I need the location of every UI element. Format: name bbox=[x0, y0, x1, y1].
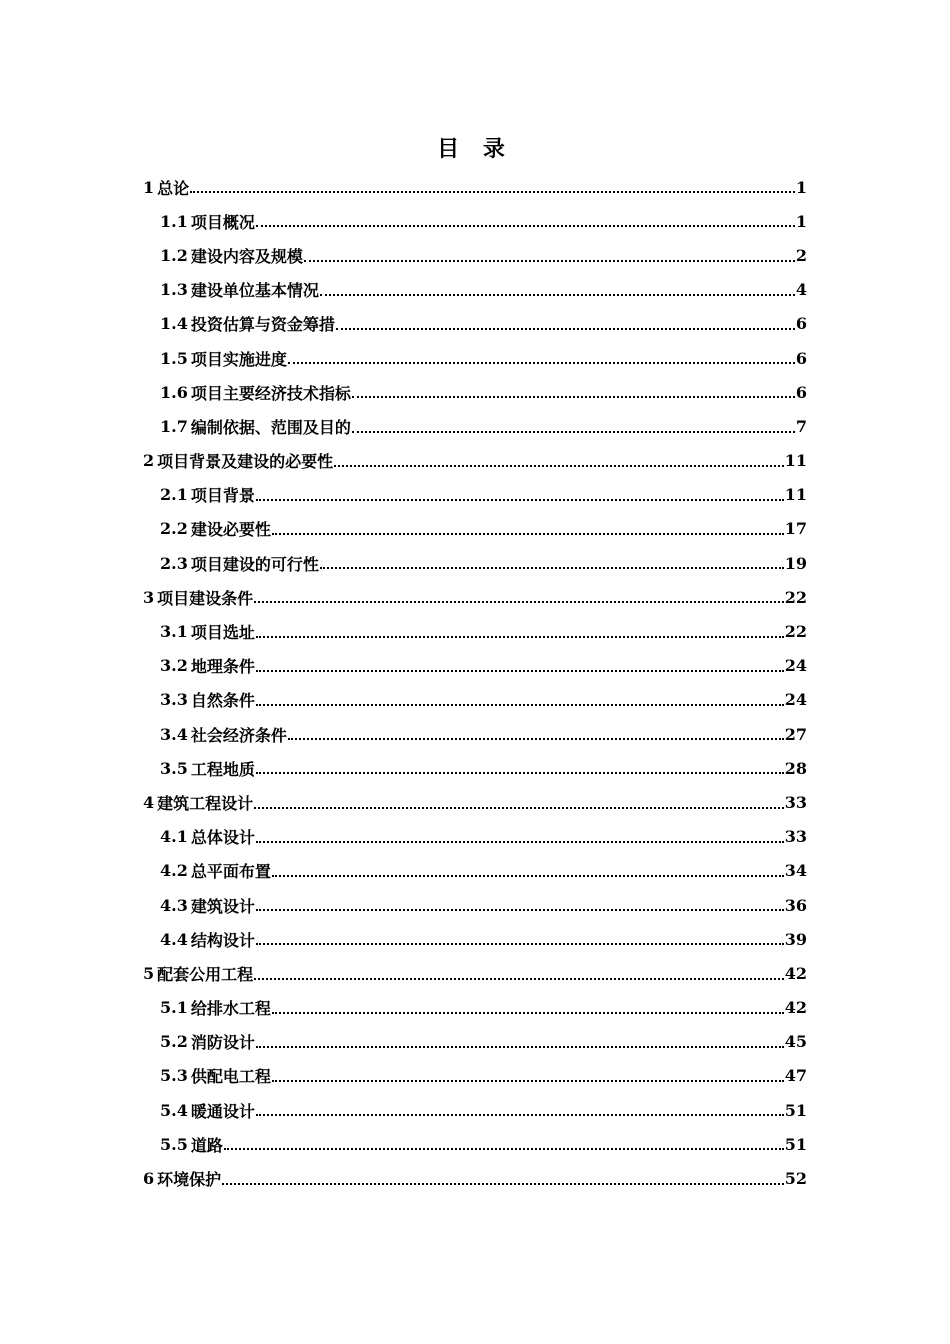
toc-entry-title: 环境保护 bbox=[157, 1170, 222, 1190]
toc-chapter-entry[interactable] bbox=[143, 956, 807, 990]
toc-dot-leader bbox=[320, 546, 784, 580]
toc-entry-number: 2.1 bbox=[160, 485, 188, 505]
toc-section-entry[interactable] bbox=[143, 204, 807, 238]
toc-entry-number: 4 bbox=[143, 792, 155, 812]
toc-entry-title: 暖通设计 bbox=[190, 1101, 255, 1121]
toc-page-number: 1 bbox=[795, 211, 807, 231]
toc-dot-leader bbox=[256, 649, 784, 683]
toc-entry-number: 1.2 bbox=[160, 245, 188, 265]
toc-dot-leader bbox=[256, 888, 784, 922]
toc-page-number: 34 bbox=[784, 861, 807, 881]
toc-entry-title: 项目实施进度 bbox=[190, 349, 287, 369]
toc-dot-leader bbox=[334, 444, 784, 478]
toc-chapter-entry[interactable] bbox=[143, 785, 807, 819]
toc-entry-number: 3.4 bbox=[160, 724, 188, 744]
toc-entry-number: 6 bbox=[143, 1169, 155, 1189]
toc-entry-title: 项目选址 bbox=[190, 623, 255, 643]
toc-entry-number: 1.1 bbox=[160, 211, 188, 231]
toc-dot-leader bbox=[256, 922, 784, 956]
toc-section-entry[interactable] bbox=[143, 1059, 807, 1093]
toc-section-entry[interactable] bbox=[143, 273, 807, 307]
toc-entry-number: 4.2 bbox=[160, 861, 188, 881]
toc-entry-number: 3.1 bbox=[160, 622, 188, 642]
toc-page-number: 33 bbox=[784, 792, 807, 812]
toc-entry-number: 4.1 bbox=[160, 827, 188, 847]
toc-dot-leader bbox=[256, 751, 784, 785]
toc-dot-leader bbox=[352, 409, 795, 443]
toc-page-number: 47 bbox=[784, 1066, 807, 1086]
toc-page-number: 17 bbox=[784, 519, 807, 539]
toc-entry-number: 1.4 bbox=[160, 314, 188, 334]
toc-entry-number: 2 bbox=[143, 451, 155, 471]
toc-entry-title: 项目建设条件 bbox=[157, 588, 254, 608]
toc-dot-leader bbox=[336, 307, 795, 341]
toc-entry-number: 3 bbox=[143, 587, 155, 607]
toc-page-number: 6 bbox=[795, 382, 807, 402]
toc-section-entry[interactable] bbox=[143, 546, 807, 580]
toc-page-number: 4 bbox=[795, 280, 807, 300]
toc-page-number: 45 bbox=[784, 1032, 807, 1052]
toc-entry-title: 供配电工程 bbox=[190, 1067, 271, 1087]
toc-dot-leader bbox=[288, 341, 795, 375]
toc-section-entry[interactable] bbox=[143, 922, 807, 956]
toc-dot-leader bbox=[256, 614, 784, 648]
toc-page-number: 42 bbox=[784, 998, 807, 1018]
toc-dot-leader bbox=[272, 854, 784, 888]
toc-section-entry[interactable] bbox=[143, 820, 807, 854]
toc-dot-leader bbox=[352, 375, 795, 409]
toc-dot-leader bbox=[320, 273, 795, 307]
toc-page-number: 33 bbox=[784, 827, 807, 847]
toc-section-entry[interactable] bbox=[143, 649, 807, 683]
toc-dot-leader bbox=[272, 512, 784, 546]
toc-entry-title: 总平面布置 bbox=[190, 862, 271, 882]
toc-entry-title: 总论 bbox=[157, 178, 190, 198]
toc-entry-number: 5.4 bbox=[160, 1100, 188, 1120]
toc-dot-leader bbox=[288, 717, 784, 751]
toc-section-entry[interactable] bbox=[143, 888, 807, 922]
toc-page-number: 27 bbox=[784, 724, 807, 744]
toc-section-entry[interactable] bbox=[143, 375, 807, 409]
toc-entry-number: 2.3 bbox=[160, 553, 188, 573]
toc-page-number: 39 bbox=[784, 929, 807, 949]
toc-entry-title: 社会经济条件 bbox=[190, 725, 287, 745]
toc-section-entry[interactable] bbox=[143, 751, 807, 785]
toc-entry-number: 3.2 bbox=[160, 656, 188, 676]
toc-chapter-entry[interactable] bbox=[143, 580, 807, 614]
toc-dot-leader bbox=[256, 1025, 784, 1059]
toc-section-entry[interactable] bbox=[143, 683, 807, 717]
toc-chapter-entry[interactable] bbox=[143, 170, 807, 204]
toc-dot-leader bbox=[304, 238, 795, 272]
toc-entry-title: 建设单位基本情况 bbox=[190, 281, 319, 301]
toc-dot-leader bbox=[190, 170, 795, 204]
toc-entry-title: 项目背景 bbox=[190, 486, 255, 506]
toc-entry-title: 项目背景及建设的必要性 bbox=[157, 452, 334, 472]
toc-page-number: 51 bbox=[784, 1100, 807, 1120]
toc-entry-title: 项目概况 bbox=[190, 212, 255, 232]
toc-section-entry[interactable] bbox=[143, 717, 807, 751]
toc-entry-title: 项目主要经济技术指标 bbox=[190, 383, 351, 403]
toc-page-number: 42 bbox=[784, 963, 807, 983]
toc-section-entry[interactable] bbox=[143, 307, 807, 341]
toc-dot-leader bbox=[272, 991, 784, 1025]
toc-dot-leader bbox=[254, 785, 784, 819]
toc-entry-title: 道路 bbox=[190, 1135, 223, 1155]
toc-entry-title: 项目建设的可行性 bbox=[190, 554, 319, 574]
toc-dot-leader bbox=[272, 1059, 784, 1093]
toc-entry-title: 配套公用工程 bbox=[157, 964, 254, 984]
toc-entry-number: 3.5 bbox=[160, 758, 188, 778]
toc-section-entry[interactable] bbox=[143, 409, 807, 443]
toc-page-number: 52 bbox=[784, 1169, 807, 1189]
toc-entry-title: 建筑工程设计 bbox=[157, 793, 254, 813]
toc-dot-leader bbox=[256, 820, 784, 854]
toc-chapter-entry[interactable] bbox=[143, 444, 807, 478]
toc-page-number: 24 bbox=[784, 690, 807, 710]
toc-entry-number: 5.2 bbox=[160, 1032, 188, 1052]
toc-entry-number: 1.6 bbox=[160, 382, 188, 402]
toc-page-number: 1 bbox=[795, 177, 807, 197]
toc-page-number: 28 bbox=[784, 758, 807, 778]
toc-dot-leader bbox=[222, 1161, 784, 1195]
toc-section-entry[interactable] bbox=[143, 1093, 807, 1127]
toc-entry-title: 投资估算与资金筹措 bbox=[190, 315, 335, 335]
toc-entry-number: 4.4 bbox=[160, 929, 188, 949]
toc-page-number: 11 bbox=[784, 451, 807, 471]
toc-entry-title: 建设内容及规模 bbox=[190, 246, 303, 266]
toc-entry-title: 自然条件 bbox=[190, 691, 255, 711]
toc-page-number: 7 bbox=[795, 416, 807, 436]
toc-entry-number: 5 bbox=[143, 963, 155, 983]
toc-dot-leader bbox=[256, 1093, 784, 1127]
toc-dot-leader bbox=[256, 683, 784, 717]
toc-section-entry[interactable] bbox=[143, 478, 807, 512]
toc-page-number: 51 bbox=[784, 1134, 807, 1154]
toc-dot-leader bbox=[256, 204, 795, 238]
toc-entry-number: 1.3 bbox=[160, 280, 188, 300]
toc-entry-title: 建设必要性 bbox=[190, 520, 271, 540]
toc-section-entry[interactable] bbox=[143, 238, 807, 272]
toc-dot-leader bbox=[254, 580, 784, 614]
toc-section-entry[interactable] bbox=[143, 991, 807, 1025]
toc-section-entry[interactable] bbox=[143, 1127, 807, 1161]
toc-page-number: 22 bbox=[784, 587, 807, 607]
toc-page-number: 11 bbox=[784, 485, 807, 505]
toc-entry-title: 结构设计 bbox=[190, 930, 255, 950]
toc-section-entry[interactable] bbox=[143, 614, 807, 648]
toc-dot-leader bbox=[254, 956, 784, 990]
toc-entry-number: 1 bbox=[143, 177, 155, 197]
toc-entry-title: 建筑设计 bbox=[190, 896, 255, 916]
toc-page-number: 22 bbox=[784, 622, 807, 642]
toc-list bbox=[143, 170, 807, 1196]
toc-dot-leader bbox=[256, 478, 784, 512]
toc-entry-title: 消防设计 bbox=[190, 1033, 255, 1053]
toc-entry-number: 5.1 bbox=[160, 998, 188, 1018]
toc-entry-number: 5.5 bbox=[160, 1134, 188, 1154]
toc-entry-number: 2.2 bbox=[160, 519, 188, 539]
toc-page-number: 2 bbox=[795, 245, 807, 265]
toc-entry-number: 1.5 bbox=[160, 348, 188, 368]
toc-entry-title: 工程地质 bbox=[190, 759, 255, 779]
toc-page-number: 6 bbox=[795, 348, 807, 368]
toc-chapter-entry[interactable] bbox=[143, 1161, 807, 1195]
toc-entry-title: 地理条件 bbox=[190, 657, 255, 677]
toc-entry-title: 给排水工程 bbox=[190, 999, 271, 1019]
toc-entry-number: 1.7 bbox=[160, 416, 188, 436]
toc-entry-number: 5.3 bbox=[160, 1066, 188, 1086]
toc-entry-title: 总体设计 bbox=[190, 828, 255, 848]
toc-page-number: 6 bbox=[795, 314, 807, 334]
toc-section-entry[interactable] bbox=[143, 512, 807, 546]
toc-page-number: 19 bbox=[784, 553, 807, 573]
toc-dot-leader bbox=[224, 1127, 784, 1161]
toc-title: 目 录 bbox=[437, 136, 513, 162]
toc-entry-title: 编制依据、范围及目的 bbox=[190, 417, 351, 437]
toc-section-entry[interactable] bbox=[143, 854, 807, 888]
toc-section-entry[interactable] bbox=[143, 341, 807, 375]
toc-entry-number: 3.3 bbox=[160, 690, 188, 710]
toc-entry-number: 4.3 bbox=[160, 895, 188, 915]
toc-page-number: 24 bbox=[784, 656, 807, 676]
toc-section-entry[interactable] bbox=[143, 1025, 807, 1059]
toc-page-number: 36 bbox=[784, 895, 807, 915]
